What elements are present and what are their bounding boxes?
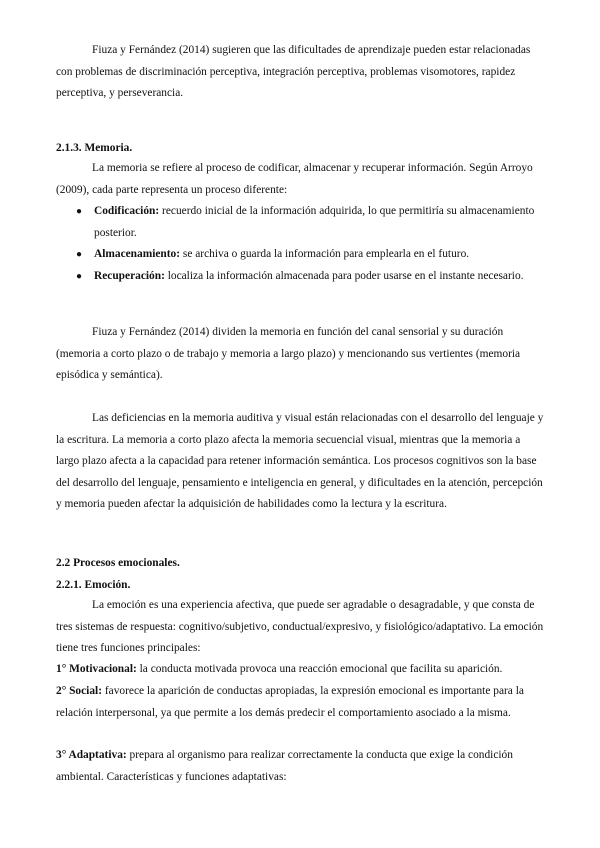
term-label: Recuperación:: [94, 269, 165, 282]
funcion-social: [56, 681, 546, 724]
heading-memoria: 2.1.3. Memoria.: [56, 142, 133, 154]
bullet-icon: ●: [76, 249, 83, 261]
paragraph-perception: Fiuza y Fernández (2014) sugieren que las dificultades de aprendizaje pueden estar relacionadas con problemas de discriminación perceptiva, integración perceptiva, problemas visomotores, rapidez perceptiva, y perseverancia.: [56, 44, 531, 100]
term-description: recuerdo inicial de la información adquirida, lo que permitiría su almacenamiento posterior.: [94, 205, 535, 239]
paragraph-memoria-intro: La memoria se refiere al proceso de codificar, almacenar y recuperar información. Según Arroyo (2009), cada parte representa un proceso diferente:: [56, 162, 533, 196]
funcion-label: 1° Motivacional:: [56, 663, 137, 675]
bullet-icon: ●: [76, 206, 83, 217]
funcion-text: la conducta motivada provoca una reacción emocional que facilita su aparición.: [136, 663, 503, 675]
funcion-adaptativa: [56, 745, 546, 788]
list-item-almacenamiento: [56, 244, 546, 266]
heading-emocion: 2.2.1. Emoción.: [56, 579, 131, 591]
term-label: Almacenamiento:: [94, 248, 181, 261]
funcion-text: favorece la aparición de conductas apropiadas, la expresión emocional es importante para la relación interpersonal, ya que permite a los demás predecir el comportamiento asociado a la misma.: [56, 685, 524, 719]
paragraph-deficiencias: Las deficiencias en la memoria auditiva y visual están relacionadas con el desarrollo del lenguaje y la escritura. La memoria a corto plazo afecta la memoria secuencial visual, mientras que la memoria a largo plazo afecta a la capacidad para retener información semántica. Los procesos cognitivos son la base del desarrollo del lenguaje, pensamiento e inteligencia en general, y dificultades en la atención, percepción y memoria pueden afectar la adquisición de habilidades como la lectura y la escritura.: [56, 412, 544, 511]
term-label: Codificación:: [94, 205, 160, 217]
term-description: localiza la información almacenada para poder usarse en el instante necesario.: [164, 269, 524, 282]
funcion-label: 2° Social:: [56, 685, 103, 697]
funcion-text: prepara al organismo para realizar correctamente la conducta que exige la condición ambiental. Características y funciones adaptativas:: [56, 749, 513, 783]
paragraph-emocion: La emoción es una experiencia afectiva, que puede ser agradable o desagradable, y que consta de tres sistemas de respuesta: cognitivo/subjetivo, conductual/expresivo, y fisiológico/adaptativo. La emoción tiene tres funciones principales:: [56, 599, 544, 655]
list-item-codificacion: [56, 201, 546, 244]
memory-process-list: [56, 201, 546, 287]
paragraph-memoria-canal: Fiuza y Fernández (2014) dividen la memoria en función del canal sensorial y su duración (memoria a corto plazo o de trabajo y memoria a largo plazo) y mencionando sus vertientes (memoria episódica y semántica).: [56, 326, 521, 382]
list-item-recuperacion: [56, 266, 546, 288]
term-description: se archiva o guarda la información para emplearla en el futuro.: [180, 248, 470, 261]
funcion-label: 3° Adaptativa:: [56, 749, 127, 761]
funcion-motivacional: [56, 659, 546, 681]
bullet-icon: ●: [76, 270, 83, 282]
heading-procesos-emocionales: 2.2 Procesos emocionales.: [56, 557, 180, 569]
